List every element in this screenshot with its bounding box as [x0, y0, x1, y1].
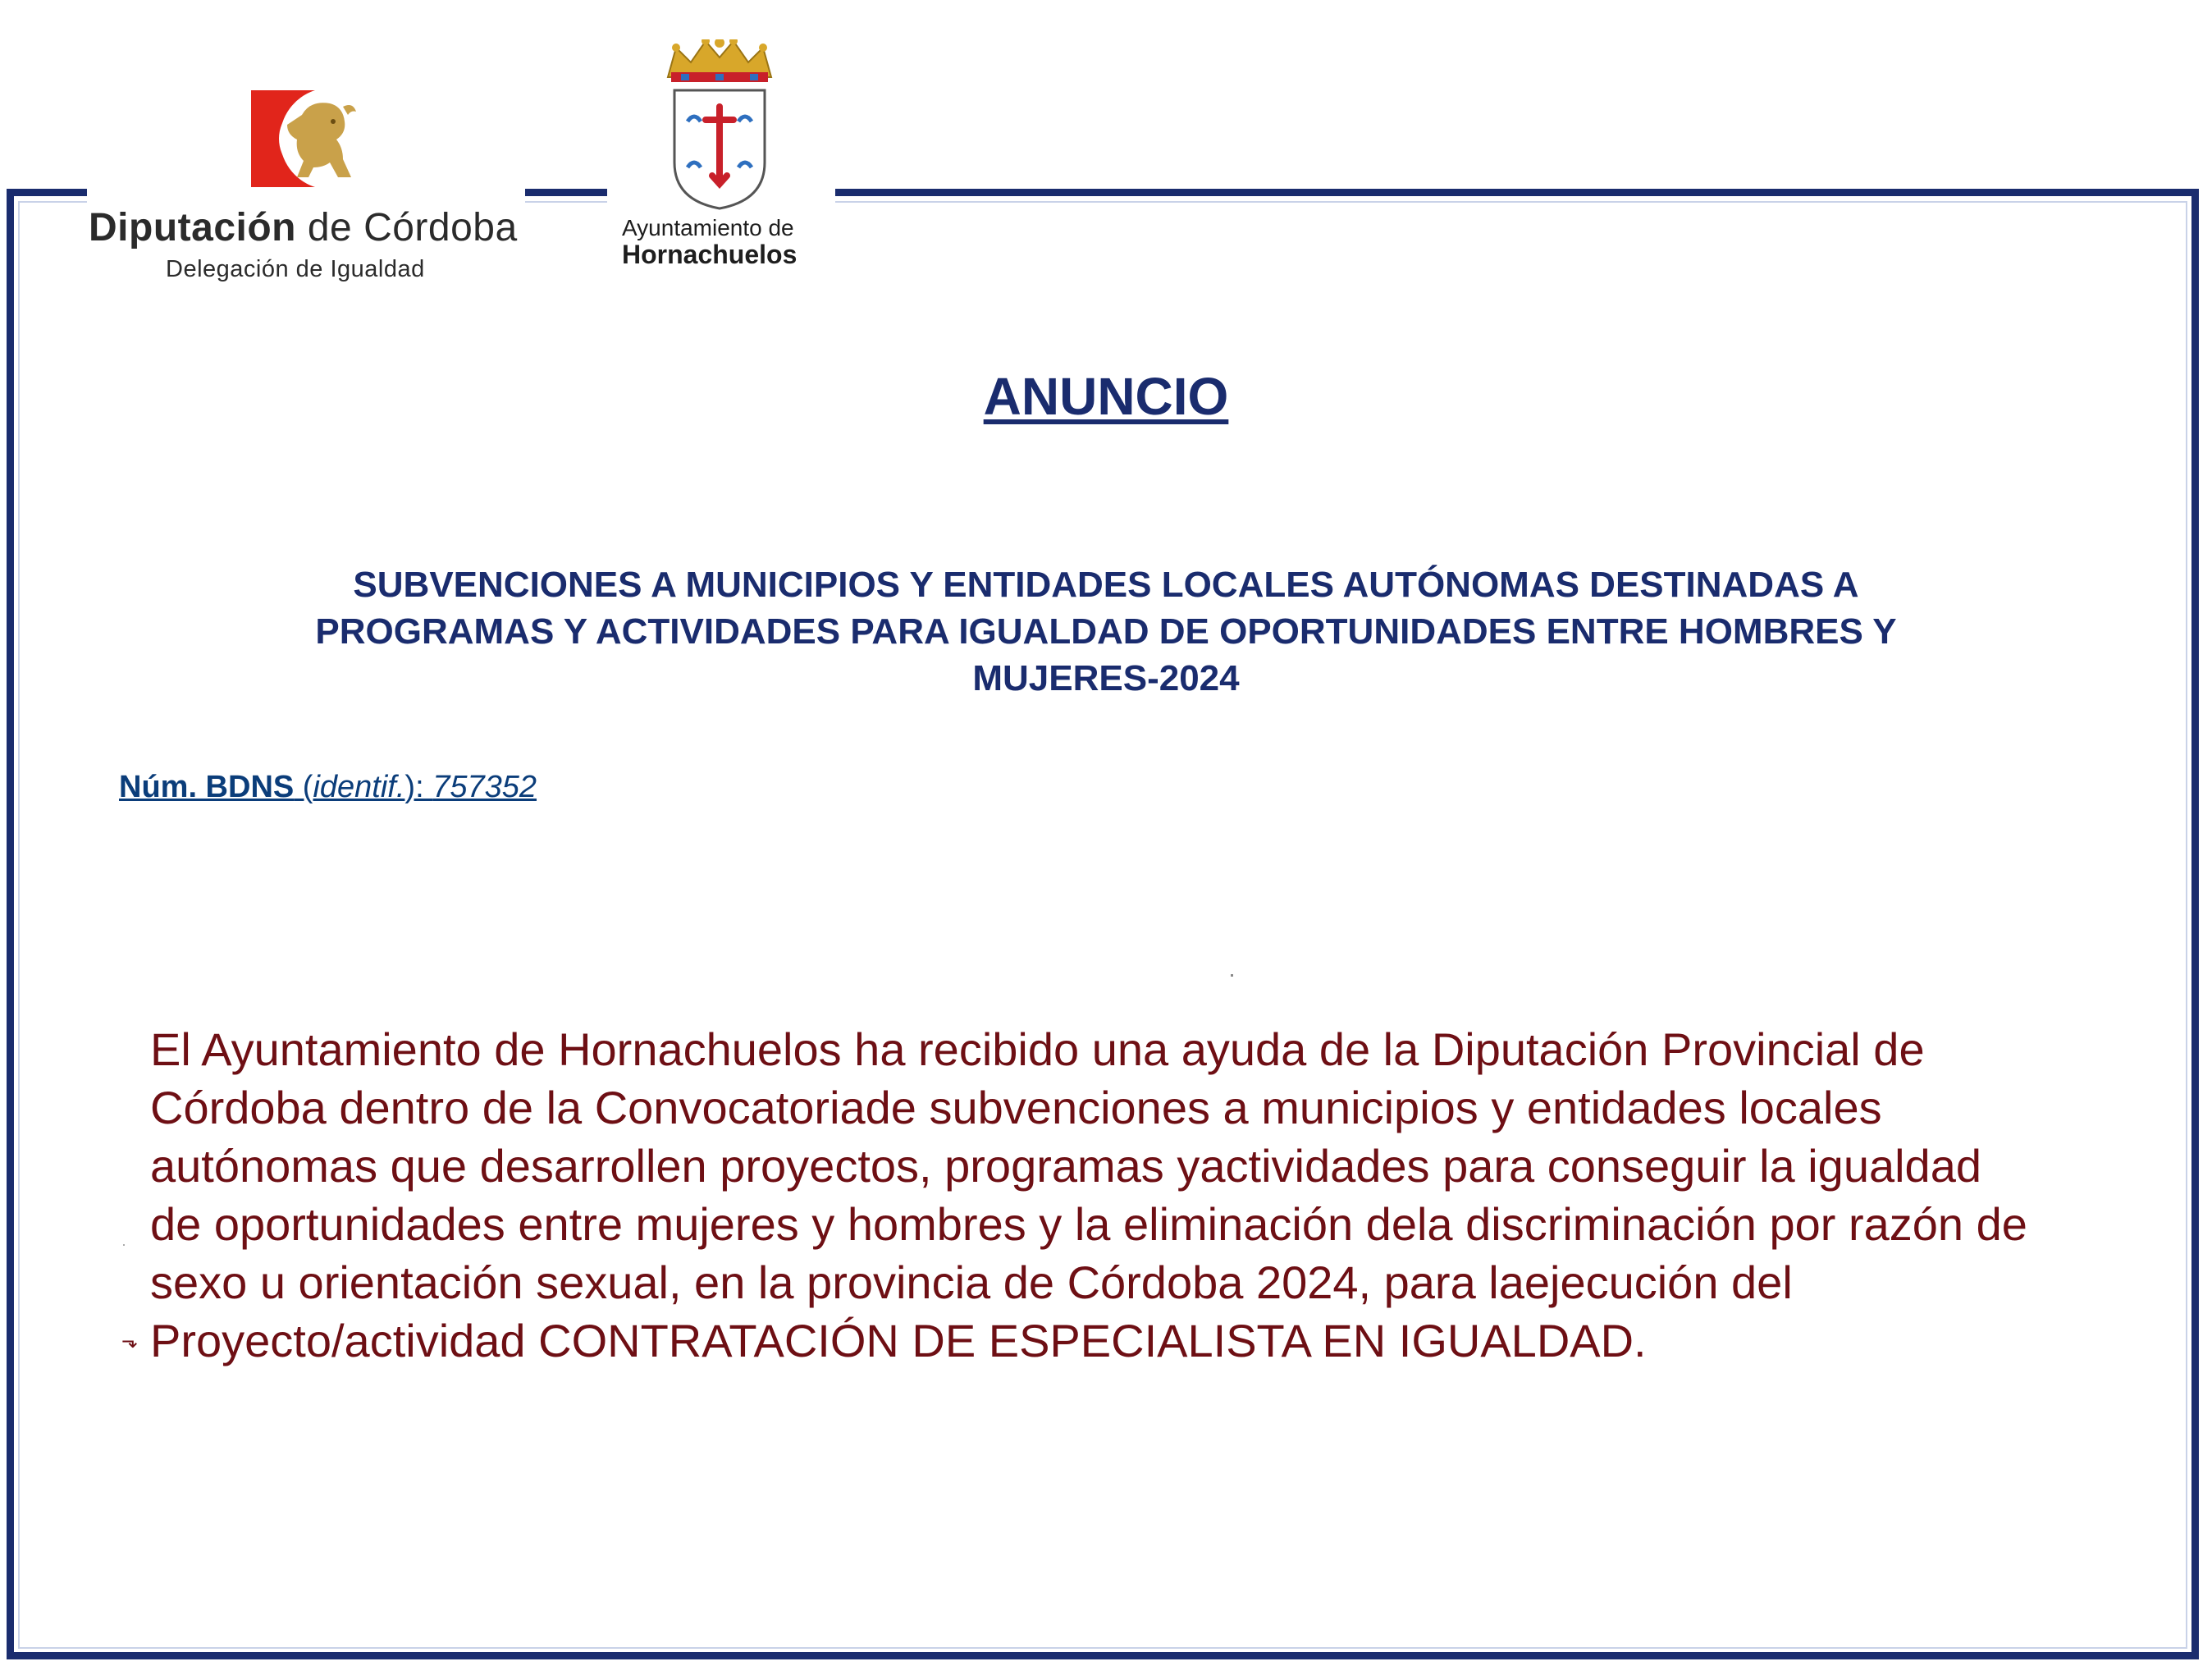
body-line: Proyecto/actividad CONTRATACIÓN DE ESPECIALISTA EN IGUALDAD.: [150, 1315, 1647, 1366]
body-line: autónomas que desarrollen proyectos, programas yactividades para conseguir la igualdad: [150, 1140, 1981, 1192]
body-line: sexo u orientación sexual, en la provincia de Córdoba 2024, para laejecución del: [150, 1256, 1793, 1308]
bullet-mark-icon: ⬎: [121, 1330, 139, 1352]
body-line: El Ayuntamiento de Hornachuelos ha recibido una ayuda de la Diputación Provincial de: [150, 1023, 1925, 1075]
lion-emblem-icon: [251, 82, 366, 194]
diputacion-subtitle: Delegación de Igualdad: [166, 256, 425, 282]
stray-dot: [1231, 974, 1233, 977]
announcement-body: [150, 1020, 2136, 1370]
diputacion-name: Diputación de Córdoba: [89, 206, 518, 249]
body-line: de oportunidades entre mujeres y hombres y la eliminación dela discriminación por razón de: [150, 1198, 2027, 1250]
diputacion-logo: [82, 82, 542, 295]
body-line: Córdoba dentro de la Convocatoriade subvenciones a municipios y entidades locales: [150, 1082, 1882, 1133]
hornachuelos-line1: Ayuntamiento de: [622, 215, 794, 240]
stray-dot: [123, 1244, 125, 1246]
hornachuelos-line2: Hornachuelos: [622, 240, 798, 269]
coat-of-arms-icon: [658, 39, 781, 212]
subtitle-line: MUJERES-2024: [972, 658, 1240, 698]
subtitle-line: SUBVENCIONES A MUNICIPIOS Y ENTIDADES LOCALES AUTÓNOMAS DESTINADAS A: [353, 565, 1859, 605]
bdns-reference-link[interactable]: Núm. BDNS (identif.): 757352: [119, 770, 537, 804]
announcement-subtitle: [164, 561, 2048, 702]
announcement-title: ANUNCIO: [983, 367, 1229, 426]
hornachuelos-logo: [607, 39, 837, 277]
subtitle-line: PROGRAMAS Y ACTIVIDADES PARA IGUALDAD DE OPORTUNIDADES ENTRE HOMBRES Y: [315, 611, 1897, 652]
